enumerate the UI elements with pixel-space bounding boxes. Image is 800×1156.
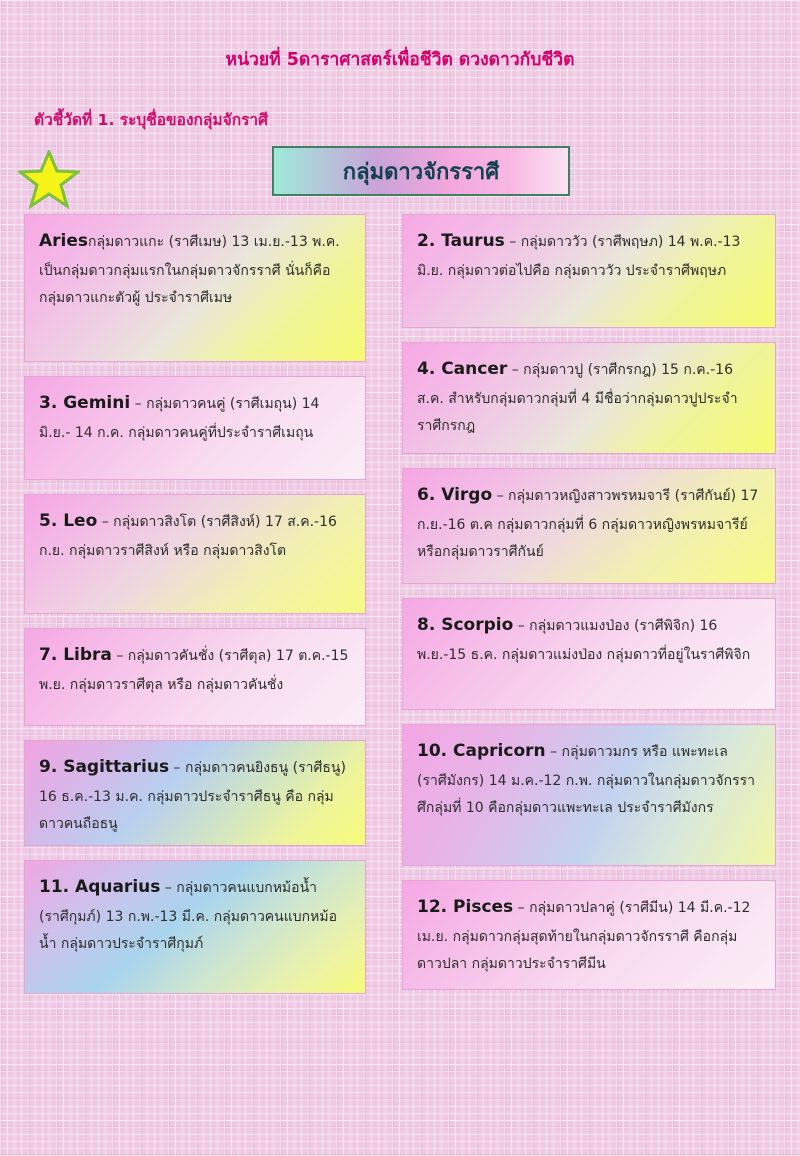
- zodiac-card: [402, 342, 776, 454]
- zodiac-card: [24, 376, 366, 480]
- zodiac-dash: –: [513, 900, 530, 916]
- zodiac-dash: –: [504, 234, 521, 250]
- heading-box-label: กลุ่มดาวจักรราศี: [342, 159, 500, 185]
- zodiac-card: [24, 860, 366, 994]
- zodiac-card: [402, 468, 776, 584]
- zodiac-name: 8. Scorpio: [417, 615, 514, 635]
- zodiac-dash: –: [507, 362, 524, 378]
- indicator-text: ตัวชี้วัดที่ 1. ระบุชื่อของกลุ่มจักราศี: [34, 111, 268, 129]
- zodiac-body: กลุ่มดาวสิงโต (ราศีสิงห์) 17 ส.ค.-16 ก.ย. กลุ่มดาวราศีสิงห์ หรือ กลุ่มดาวสิงโต: [39, 514, 337, 559]
- star-icon: [18, 150, 80, 210]
- zodiac-card: [402, 598, 776, 710]
- zodiac-card: [24, 214, 366, 362]
- zodiac-name: 10. Capricorn: [417, 741, 546, 761]
- right-column: [402, 214, 776, 1004]
- zodiac-body: กลุ่มดาวมกร หรือ แพะทะเล (ราศีมังกร) 14 ม.ค.-12 ก.พ. กลุ่มดาวในกลุ่มดาวจักรราศึกลุ่มที่ 10 คือกลุ่มดาวแพะทะเล ประจำราศีมังกร: [417, 744, 756, 817]
- zodiac-dash: –: [545, 744, 562, 760]
- zodiac-body: กลุ่มดาวปลาคู่ (ราศีมีน) 14 มี.ค.-12 เม.ย. กลุ่มดาวกลุ่มสุดท้ายในกลุ่มดาวจักรราศี คือกลุ่มดาวปลา กลุ่มดาวประจำราศีมีน: [417, 900, 751, 973]
- zodiac-name: 9. Sagittarius: [39, 757, 170, 777]
- zodiac-card: [402, 214, 776, 328]
- zodiac-name: 5. Leo: [39, 511, 98, 531]
- zodiac-dash: –: [97, 514, 114, 530]
- zodiac-card: [24, 740, 366, 846]
- zodiac-dash: –: [492, 488, 509, 504]
- zodiac-card: [24, 628, 366, 726]
- page-title: หน่วยที่ 5ดาราศาสตร์เพื่อชีวิต ดวงดาวกับชีวิต: [225, 50, 575, 70]
- zodiac-card: [402, 880, 776, 990]
- zodiac-dash: –: [111, 648, 128, 664]
- heading-box: [272, 146, 570, 196]
- zodiac-name: 2. Taurus: [417, 231, 505, 251]
- zodiac-body: กลุ่มดาวหญิงสาวพรหมจารี (ราศีกันย์) 17 ก.ย.-16 ต.ค กลุ่มดาวกลุ่มที่ 6 กลุ่มดาวหญิงพรหมจารีย์ หรือกลุ่มดาวราศีกันย์: [417, 488, 759, 561]
- zodiac-body: กลุ่มดาวปู (ราศีกรกฎ) 15 ก.ค.-16 ส.ค. สำหรับกลุ่มดาวกลุ่มที่ 4 มีชื่อว่ากลุ่มดาวปูประจำราศีกรกฎ: [417, 362, 738, 435]
- zodiac-body: กลุ่มดาวแมงป่อง (ราศีพิจิก) 16 พ.ย.-15 ธ.ค. กลุ่มดาวแม่งป่อง กลุ่มดาวที่อยู่ในราศีพิจิก: [417, 618, 751, 663]
- zodiac-card: [402, 724, 776, 866]
- zodiac-name: Aries: [39, 231, 89, 251]
- zodiac-dash: –: [169, 760, 185, 776]
- zodiac-name: 12. Pisces: [417, 897, 514, 917]
- zodiac-name: 7. Libra: [39, 645, 112, 665]
- zodiac-body: กลุ่มดาวคันชั่ง (ราศีตุล) 17 ต.ค.-15 พ.ย. กลุ่มดาวราศีตุล หรือ กลุ่มดาวคันชั่ง: [39, 648, 349, 693]
- zodiac-body: กลุ่มดาววัว (ราศีพฤษภ) 14 พ.ค.-13 มิ.ย. กลุ่มดาวต่อไปคือ กลุ่มดาววัว ประจำราศีพฤษภ: [417, 234, 741, 279]
- zodiac-body: กลุ่มดาวแกะ (ราศีเมษ) 13 เม.ย.-13 พ.ค. เป็นกลุ่มดาวกลุ่มแรกในกลุ่มดาวจักรราศี นั่นก็คือกลุ่มดาวแกะตัวผู้ ประจำราศีเมษ: [39, 234, 340, 307]
- zodiac-dash: –: [513, 618, 530, 634]
- left-column: [24, 214, 366, 1008]
- zodiac-name: 6. Virgo: [417, 485, 493, 505]
- zodiac-dash: –: [130, 396, 147, 412]
- zodiac-name: 4. Cancer: [417, 359, 508, 379]
- zodiac-name: 11. Aquarius: [39, 877, 161, 897]
- zodiac-card: [24, 494, 366, 614]
- zodiac-body: กลุ่มดาวคนคู่ (ราศีเมถุน) 14 มิ.ย.- 14 ก.ค. กลุ่มดาวคนคู่ที่ประจำราศีเมถุน: [39, 396, 320, 441]
- zodiac-dash: –: [160, 880, 177, 896]
- zodiac-name: 3. Gemini: [39, 393, 131, 413]
- zodiac-body: กลุ่มดาวคนแบกหม้อน้ำ (ราศีกุมภ์) 13 ก.พ.-13 มี.ค. กลุ่มดาวคนแบกหม้อน้ำ กลุ่มดาวประจำราศีกุมภ์: [39, 880, 337, 953]
- zodiac-body: กลุ่มดาวคนยิงธนู (ราศีธนู) 16 ธ.ค.-13 ม.ค. กลุ่มดาวประจำราศีธนู คือ กลุ่มดาวคนถือธนู: [39, 760, 346, 833]
